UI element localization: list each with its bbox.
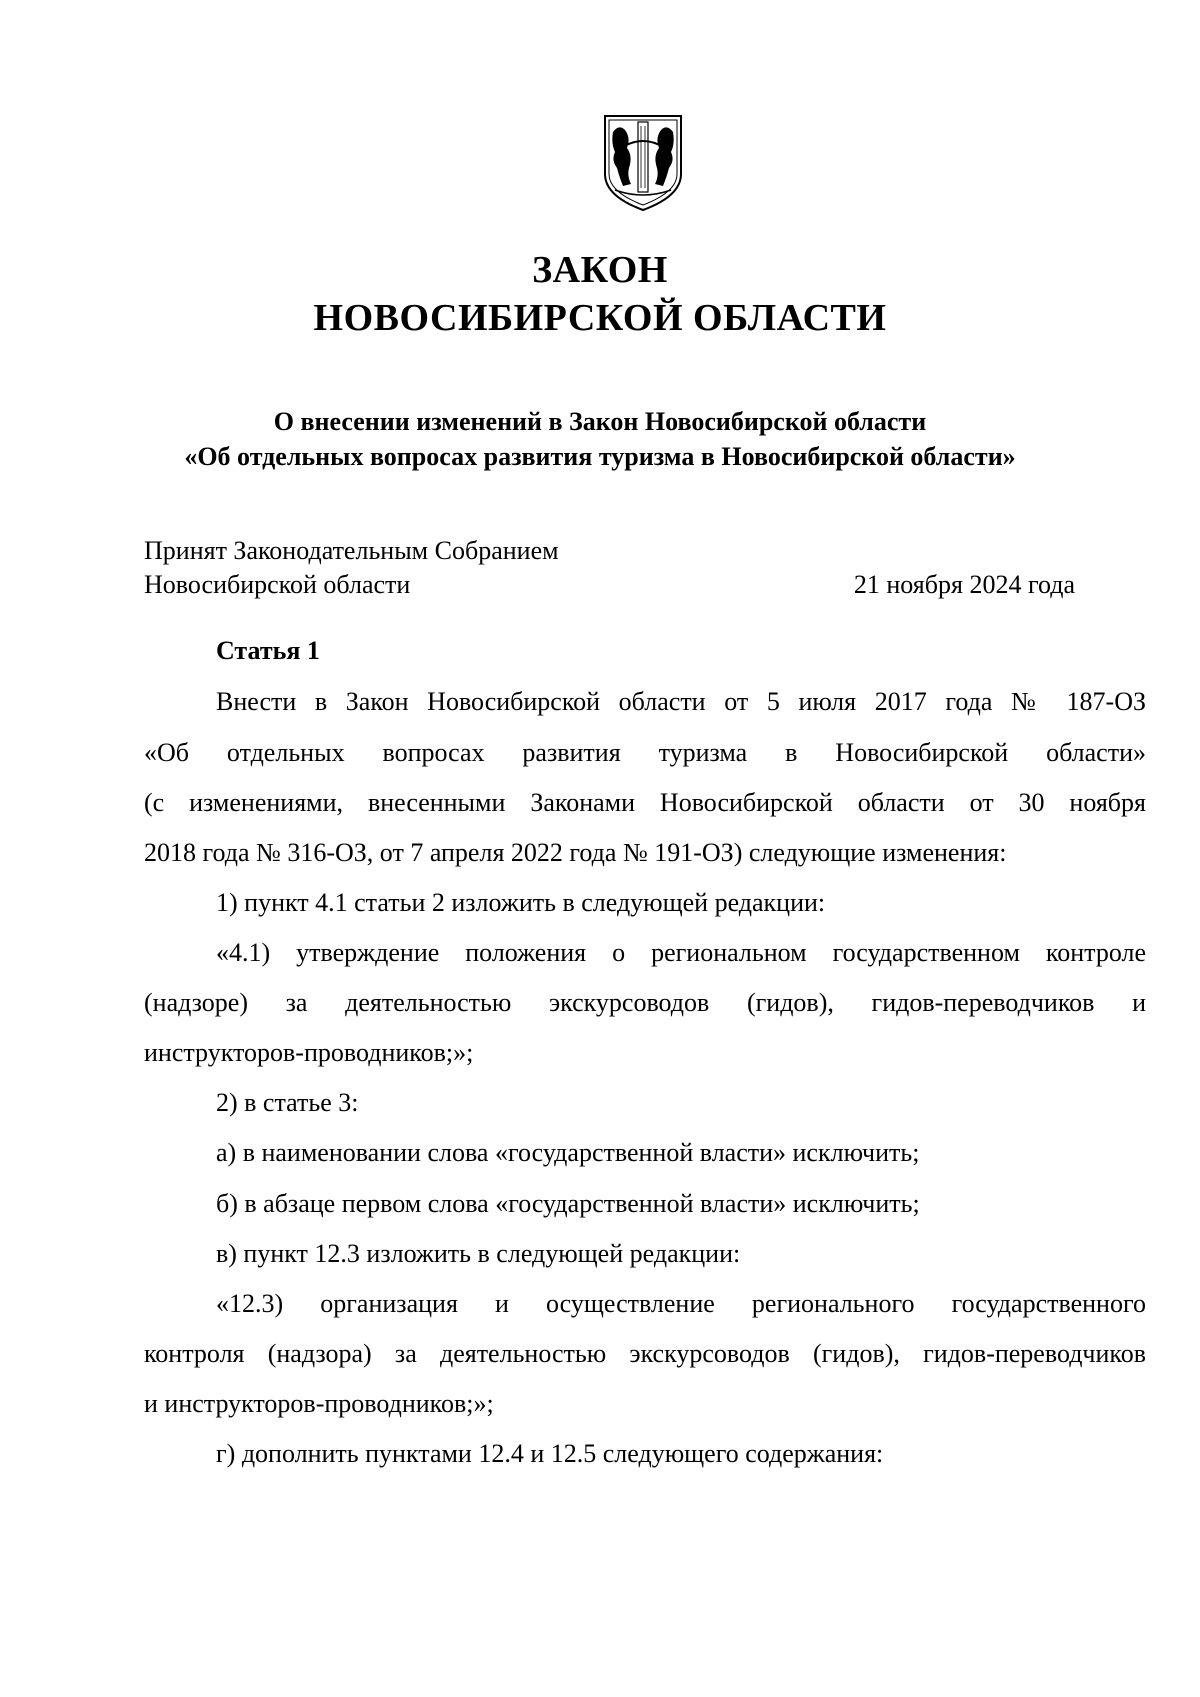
article-line: контроля (надзора) за деятельностью экскурсоводов (гидов), гидов-переводчиков: [144, 1339, 1146, 1368]
article-heading: Статья 1: [216, 636, 320, 665]
article-line: б) в абзаце первом слова «государственной власти» исключить;: [216, 1189, 920, 1218]
law-subject-line2: «Об отдельных вопросах развития туризма в Новосибирской области»: [184, 442, 1016, 471]
article-line: г) дополнить пунктами 12.4 и 12.5 следующего содержания:: [216, 1439, 884, 1468]
article-line: (надзоре) за деятельностью экскурсоводов (гидов), гидов-переводчиков и: [144, 988, 1146, 1017]
law-title-line1: ЗАКОН: [532, 249, 668, 291]
article-line: Внести в Закон Новосибирской области от 5 июля 2017 года № 187-ОЗ: [216, 687, 1146, 716]
novosibirsk-coat-of-arms-icon: [601, 112, 685, 212]
adopted-by-line1: Принят Законодательным Собранием: [144, 536, 559, 565]
adoption-date: 21 ноября 2024 года: [853, 570, 1075, 599]
article-line: инструкторов-проводников;»;: [144, 1038, 474, 1067]
article-line: 2) в статье 3:: [216, 1088, 359, 1117]
article-line: и инструкторов-проводников;»;: [144, 1389, 494, 1418]
article-line: «12.3) организация и осуществление регионального государственного: [216, 1289, 1146, 1318]
article-line: а) в наименовании слова «государственной власти» исключить;: [216, 1138, 920, 1167]
article-line: в) пункт 12.3 изложить в следующей редакции:: [216, 1239, 741, 1268]
article-line: «4.1) утверждение положения о региональном государственном контроле: [216, 938, 1146, 967]
article-line: 2018 года № 316-ОЗ, от 7 апреля 2022 года № 191-ОЗ) следующие изменения:: [144, 838, 1007, 867]
article-line: (с изменениями, внесенными Законами Новосибирской области от 30 ноября: [144, 788, 1146, 817]
law-title-line2: НОВОСИБИРСКОЙ ОБЛАСТИ: [313, 297, 887, 339]
article-line: «Об отдельных вопросах развития туризма в Новосибирской области»: [144, 738, 1146, 767]
law-subject-line1: О внесении изменений в Закон Новосибирской области: [273, 407, 927, 436]
adopted-by-line2: Новосибирской области: [144, 570, 411, 599]
article-line: 1) пункт 4.1 статьи 2 изложить в следующей редакции:: [216, 888, 826, 917]
